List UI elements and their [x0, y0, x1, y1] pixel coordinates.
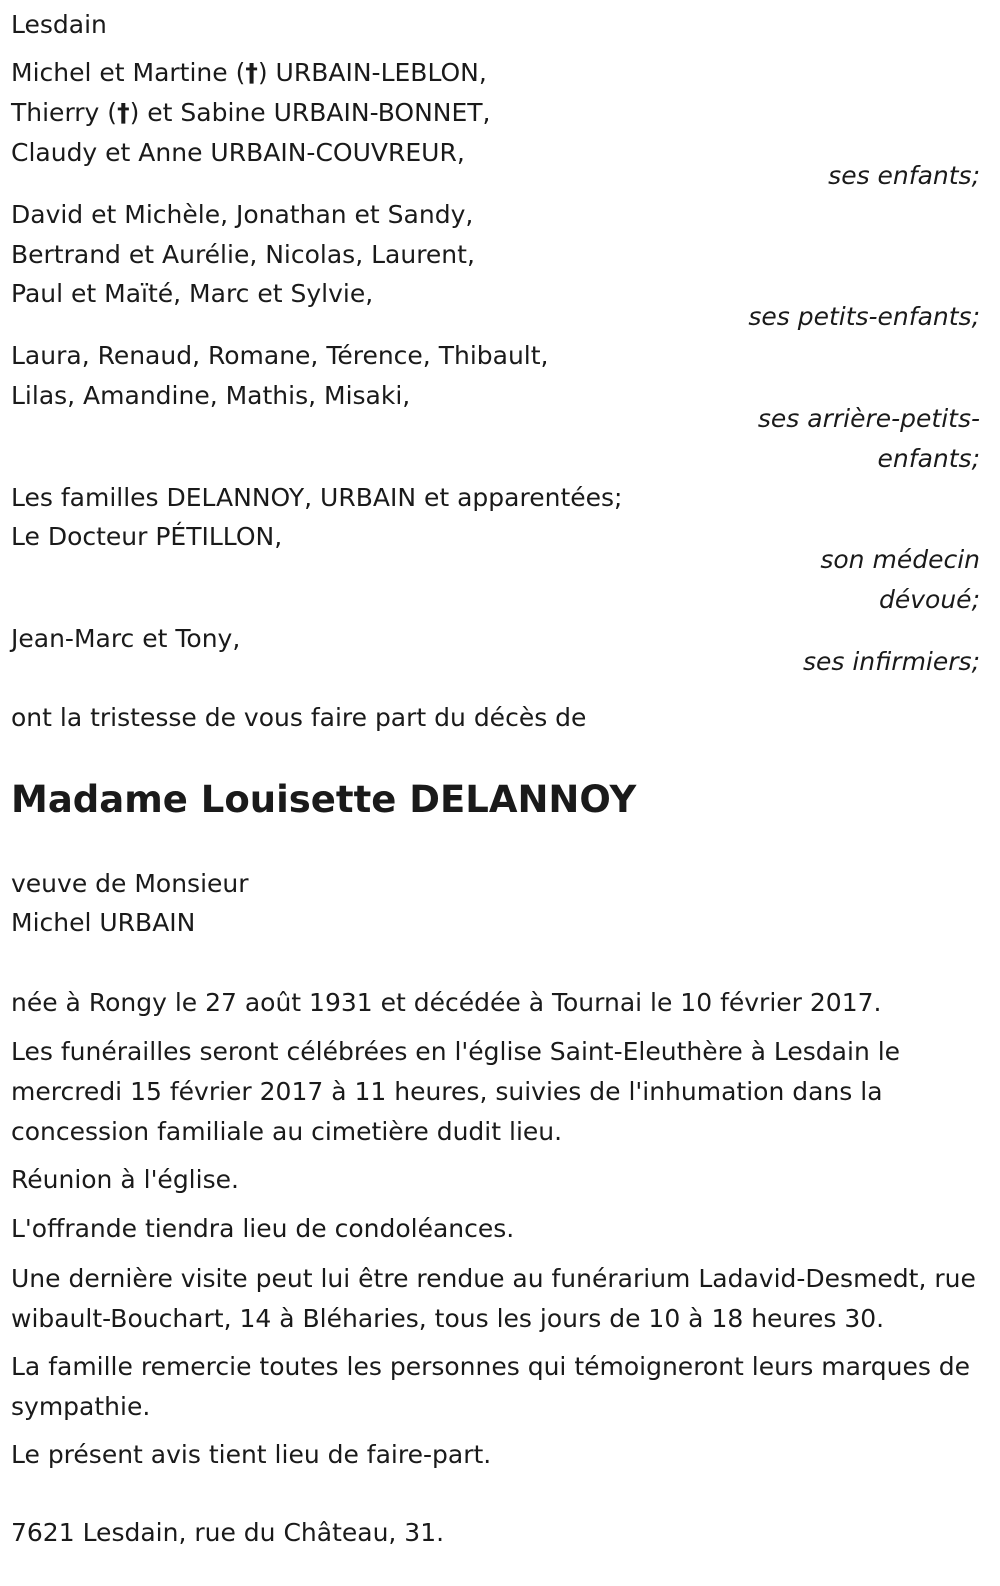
visit-paragraph: Une dernière visite peut lui être rendue au funérarium Ladavid-Desmedt, rue wibault-Bouchart, 14 à Bléharies, tous les jours de 10 à 18 heures 30.: [11, 1264, 976, 1333]
meeting-paragraph: Réunion à l'église.: [11, 1165, 239, 1194]
widow-line-1: veuve de Monsieur: [11, 869, 249, 898]
place-header: Lesdain: [11, 10, 107, 39]
cross-icon: †: [245, 58, 258, 87]
announcement-text: ont la tristesse de vous faire part du décès de: [11, 703, 587, 732]
great-grandchildren-role-line-1: ses arrière-petits-: [757, 404, 980, 433]
funeral-paragraph: Les funérailles seront célébrées en l'église Saint-Eleuthère à Lesdain le mercredi 15 février 2017 à 11 heures, suivies de l'inhumation dans la concession familiale au cimetière dudit lieu.: [11, 1037, 901, 1146]
offering-paragraph: L'offrande tiendra lieu de condoléances.: [11, 1214, 515, 1243]
children-line-1: Michel et Martine (†) URBAIN-LEBLON,: [11, 56, 487, 90]
children-line-3: Claudy et Anne URBAIN-COUVREUR,: [11, 138, 465, 167]
doctor-line: Le Docteur PÉTILLON,: [11, 522, 283, 551]
grandchildren-role: ses petits-enfants;: [748, 302, 980, 331]
birth-death-paragraph: née à Rongy le 27 août 1931 et décédée à Tournai le 10 février 2017.: [11, 988, 882, 1017]
deceased-name: Madame Louisette DELANNOY: [11, 778, 637, 821]
widow-line-2: Michel URBAIN: [11, 908, 196, 937]
grandchildren-line-1: David et Michèle, Jonathan et Sandy,: [11, 200, 474, 229]
families-line: Les familles DELANNOY, URBAIN et apparentées;: [11, 483, 623, 512]
doctor-role-line-1: son médecin: [820, 545, 980, 574]
doctor-role-line-2: dévoué;: [879, 585, 980, 614]
children-role: ses enfants;: [828, 161, 980, 190]
grandchildren-line-3: Paul et Maïté, Marc et Sylvie,: [11, 279, 374, 308]
address-line: 7621 Lesdain, rue du Château, 31.: [11, 1518, 445, 1547]
great-grandchildren-line-2: Lilas, Amandine, Mathis, Misaki,: [11, 381, 411, 410]
nurses-line: Jean-Marc et Tony,: [11, 624, 241, 653]
great-grandchildren-role-line-2: enfants;: [877, 444, 980, 473]
great-grandchildren-line-1: Laura, Renaud, Romane, Térence, Thibault,: [11, 341, 549, 370]
grandchildren-line-2: Bertrand et Aurélie, Nicolas, Laurent,: [11, 240, 475, 269]
thanks-paragraph: La famille remercie toutes les personnes qui témoigneront leurs marques de sympathie.: [11, 1352, 971, 1421]
cross-icon: †: [117, 98, 130, 127]
notice-paragraph: Le présent avis tient lieu de faire-part.: [11, 1440, 492, 1469]
nurses-role: ses infirmiers;: [802, 647, 980, 676]
children-line-2: Thierry (†) et Sabine URBAIN-BONNET,: [11, 96, 491, 130]
